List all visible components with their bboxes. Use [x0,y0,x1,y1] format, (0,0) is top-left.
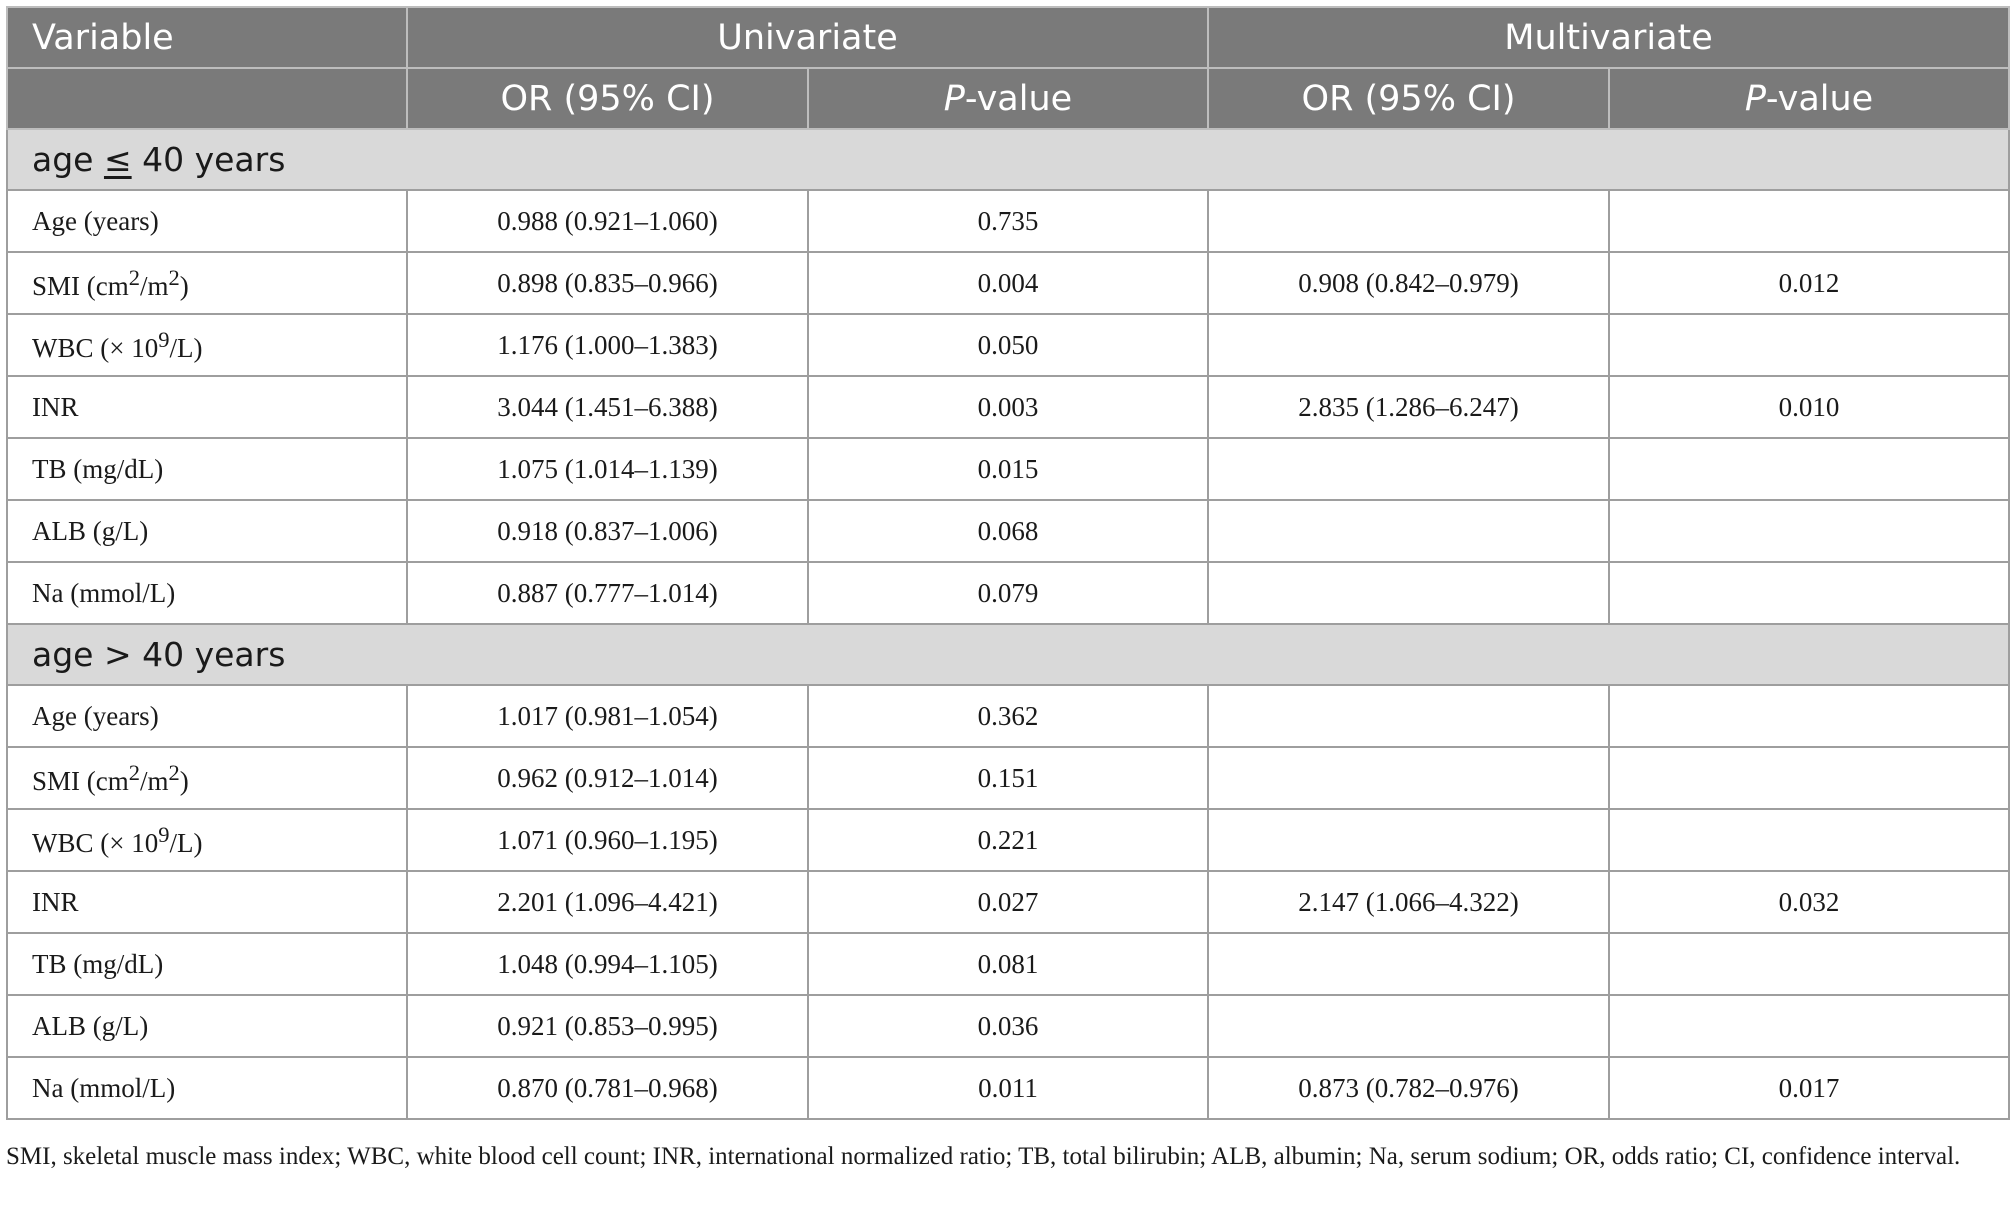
multivariate-or-cell: 2.835 (1.286–6.247) [1208,376,1609,438]
multivariate-or-cell: 2.147 (1.066–4.322) [1208,871,1609,933]
multivariate-or-cell: 0.908 (0.842–0.979) [1208,252,1609,314]
multivariate-or-cell [1208,190,1609,252]
multivariate-p-cell [1609,933,2009,995]
multivariate-or-cell [1208,809,1609,871]
multivariate-p-cell [1609,314,2009,376]
header-blank [7,68,407,129]
univariate-p-cell: 0.050 [808,314,1208,376]
multivariate-or-cell [1208,438,1609,500]
header-univariate: Univariate [407,7,1208,68]
univariate-p-cell: 0.068 [808,500,1208,562]
multivariate-p-cell: 0.012 [1609,252,2009,314]
table-row [7,376,2009,438]
variable-cell: Age (years) [7,685,407,747]
variable-cell: INR [7,376,407,438]
univariate-p-cell: 0.036 [808,995,1208,1057]
table-row [7,933,2009,995]
variable-cell: TB (mg/dL) [7,438,407,500]
table-row [7,190,2009,252]
univariate-or-cell: 0.918 (0.837–1.006) [407,500,808,562]
header-row-subcolumns [7,68,2009,129]
table-row [7,809,2009,871]
multivariate-p-cell [1609,190,2009,252]
univariate-p-cell: 0.003 [808,376,1208,438]
table-footnote: SMI, skeletal muscle mass index; WBC, white blood cell count; INR, international normalized ratio; TB, total bilirubin; ALB, albumin; Na, serum sodium; OR, odds ratio; CI, confidence interval. [6,1143,1961,1170]
univariate-or-cell: 0.988 (0.921–1.060) [407,190,808,252]
univariate-p-cell: 0.079 [808,562,1208,624]
univariate-p-cell: 0.362 [808,685,1208,747]
variable-cell: INR [7,871,407,933]
univariate-p-cell: 0.735 [808,190,1208,252]
multivariate-or-cell [1208,685,1609,747]
univariate-p-cell: 0.027 [808,871,1208,933]
multivariate-or-cell [1208,314,1609,376]
univariate-p-cell: 0.151 [808,747,1208,809]
variable-cell: TB (mg/dL) [7,933,407,995]
univariate-or-cell: 3.044 (1.451–6.388) [407,376,808,438]
table-row [7,438,2009,500]
header-multivariate-p: P-value [1609,68,2009,129]
table-row [7,685,2009,747]
univariate-p-cell: 0.004 [808,252,1208,314]
section-label: age > 40 years [7,624,2009,685]
univariate-or-cell: 0.887 (0.777–1.014) [407,562,808,624]
table-row [7,1057,2009,1119]
univariate-or-cell: 1.075 (1.014–1.139) [407,438,808,500]
univariate-p-cell: 0.221 [808,809,1208,871]
variable-cell: WBC (× $10^9/L$) [7,809,407,871]
variable-cell: ALB (g/L) [7,995,407,1057]
table-row [7,314,2009,376]
variable-cell: SMI $(cm^2/m^2)$ [7,252,407,314]
multivariate-p-cell: 0.017 [1609,1057,2009,1119]
multivariate-or-cell [1208,995,1609,1057]
header-multivariate-or: OR (95% CI) [1208,68,1609,129]
header-variable: Variable [7,7,407,68]
multivariate-p-cell [1609,562,2009,624]
variable-cell: SMI $(cm^2/m^2)$ [7,747,407,809]
table-row [7,252,2009,314]
multivariate-or-cell [1208,500,1609,562]
univariate-p-cell: 0.015 [808,438,1208,500]
univariate-or-cell: 1.176 (1.000–1.383) [407,314,808,376]
variable-cell: ALB (g/L) [7,500,407,562]
multivariate-p-cell [1609,500,2009,562]
header-row-groups [7,7,2009,68]
multivariate-p-cell [1609,438,2009,500]
results-table [6,6,2010,1120]
univariate-or-cell: 0.962 (0.912–1.014) [407,747,808,809]
variable-cell: Age (years) [7,190,407,252]
univariate-or-cell: 1.048 (0.994–1.105) [407,933,808,995]
table-row [7,871,2009,933]
multivariate-p-cell [1609,685,2009,747]
section-label: age ≤ 40 years [7,129,2009,190]
univariate-p-cell: 0.081 [808,933,1208,995]
univariate-or-cell: 0.898 (0.835–0.966) [407,252,808,314]
section-row-age-le-40 [7,129,2009,190]
table-row [7,995,2009,1057]
multivariate-or-cell [1208,747,1609,809]
multivariate-p-cell [1609,747,2009,809]
variable-cell: Na (mmol/L) [7,562,407,624]
univariate-or-cell: 2.201 (1.096–4.421) [407,871,808,933]
variable-cell: WBC (× $10^9/L$) [7,314,407,376]
multivariate-or-cell [1208,933,1609,995]
header-multivariate: Multivariate [1208,7,2009,68]
univariate-p-cell: 0.011 [808,1057,1208,1119]
univariate-or-cell: 0.870 (0.781–0.968) [407,1057,808,1119]
univariate-or-cell: 1.071 (0.960–1.195) [407,809,808,871]
multivariate-p-cell: 0.032 [1609,871,2009,933]
univariate-or-cell: 1.017 (0.981–1.054) [407,685,808,747]
variable-cell: Na (mmol/L) [7,1057,407,1119]
header-univariate-or: OR (95% CI) [407,68,808,129]
header-univariate-p: P-value [808,68,1208,129]
multivariate-or-cell [1208,562,1609,624]
multivariate-p-cell [1609,809,2009,871]
table-row [7,562,2009,624]
multivariate-p-cell [1609,995,2009,1057]
univariate-or-cell: 0.921 (0.853–0.995) [407,995,808,1057]
table-row [7,747,2009,809]
table-row [7,500,2009,562]
multivariate-p-cell: 0.010 [1609,376,2009,438]
multivariate-or-cell: 0.873 (0.782–0.976) [1208,1057,1609,1119]
section-row-age-gt-40 [7,624,2009,685]
